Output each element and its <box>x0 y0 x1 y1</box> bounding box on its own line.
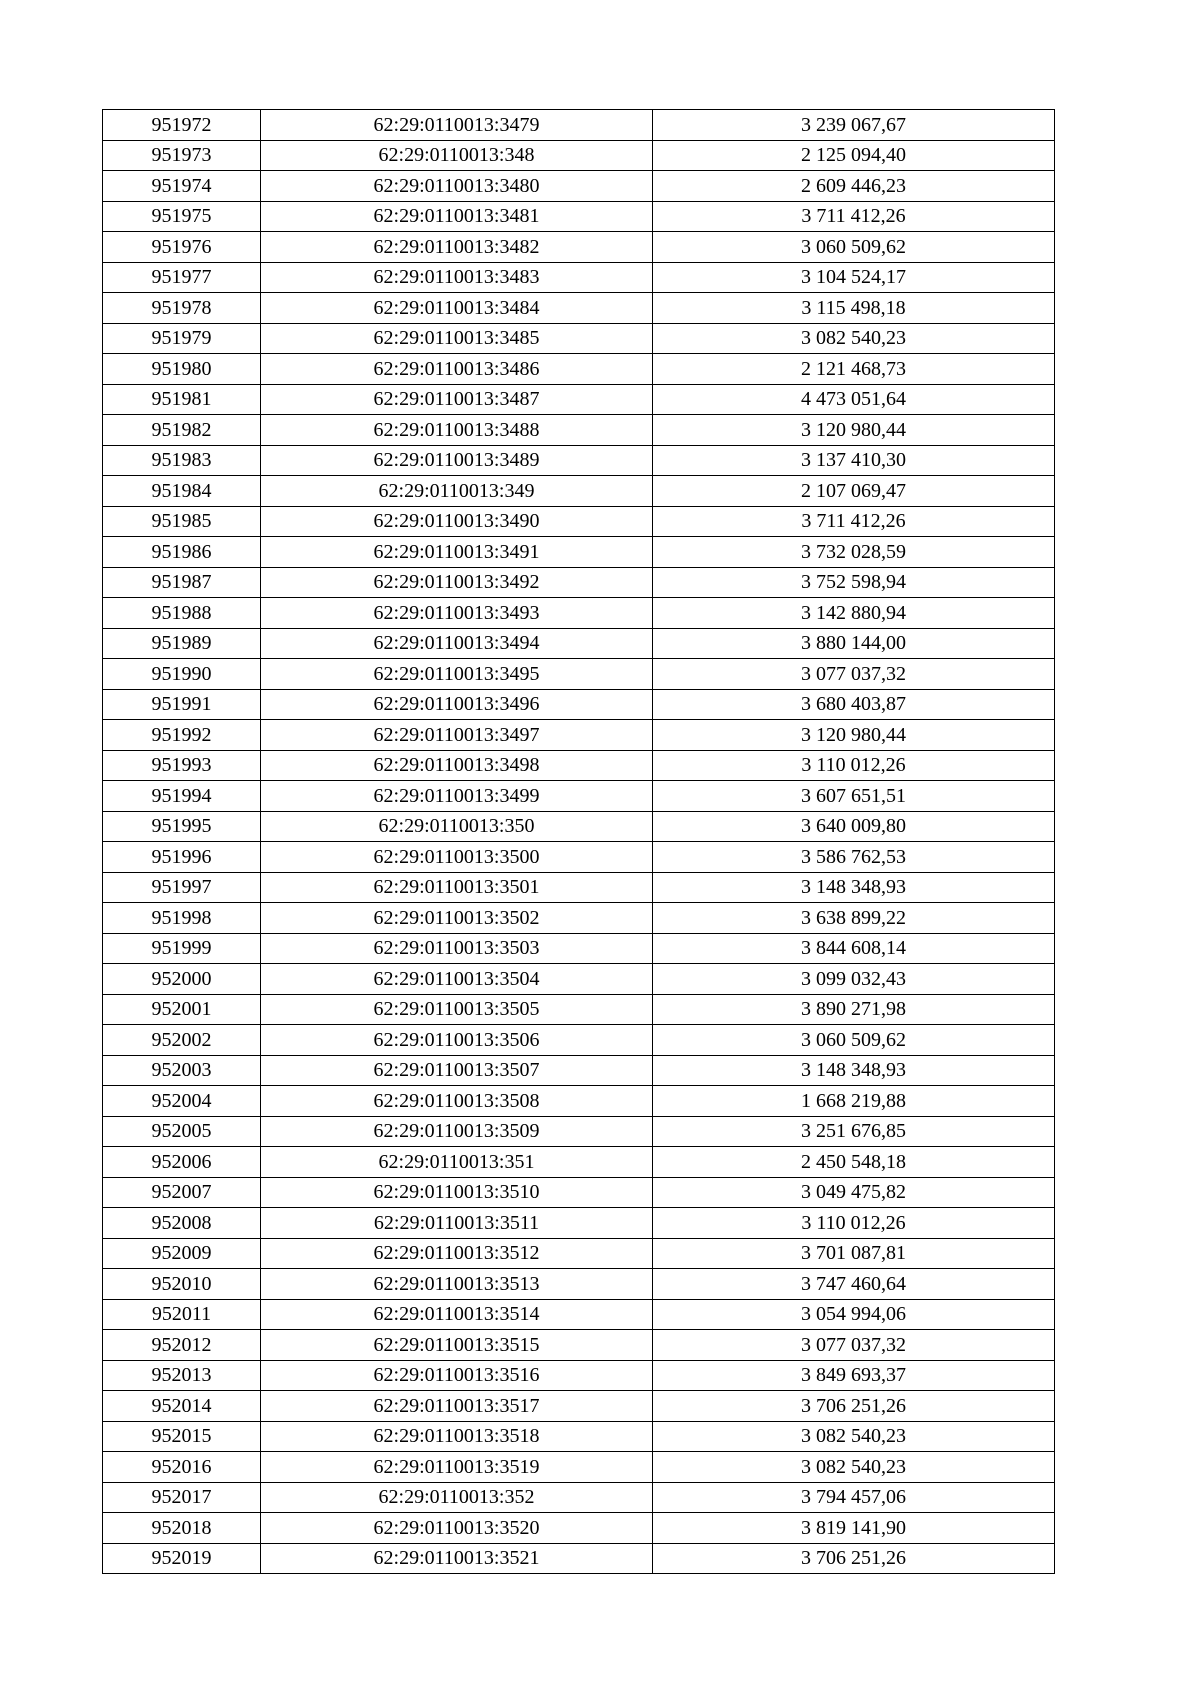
row-number-cell: 951999 <box>103 933 261 964</box>
cadastral-value-cell: 3 701 087,81 <box>653 1238 1055 1269</box>
table-row <box>103 994 1055 1025</box>
table-row <box>103 1360 1055 1391</box>
table-row <box>103 781 1055 812</box>
table-row <box>103 110 1055 141</box>
cadastral-number-cell: 62:29:0110013:3506 <box>261 1025 653 1056</box>
cadastral-number-cell: 62:29:0110013:3503 <box>261 933 653 964</box>
table-row <box>103 1116 1055 1147</box>
cadastral-value-cell: 3 110 012,26 <box>653 750 1055 781</box>
cadastral-value-cell: 3 142 880,94 <box>653 598 1055 629</box>
row-number-cell: 951996 <box>103 842 261 873</box>
cadastral-value-cell: 3 049 475,82 <box>653 1177 1055 1208</box>
row-number-cell: 951990 <box>103 659 261 690</box>
cadastral-number-cell: 62:29:0110013:3519 <box>261 1452 653 1483</box>
cadastral-number-cell: 62:29:0110013:3486 <box>261 354 653 385</box>
row-number-cell: 951982 <box>103 415 261 446</box>
row-number-cell: 951984 <box>103 476 261 507</box>
cadastral-value-cell: 2 121 468,73 <box>653 354 1055 385</box>
table-row <box>103 1391 1055 1422</box>
table-row <box>103 1177 1055 1208</box>
table-row <box>103 384 1055 415</box>
cadastral-value-cell: 3 120 980,44 <box>653 415 1055 446</box>
row-number-cell: 951978 <box>103 293 261 324</box>
row-number-cell: 952007 <box>103 1177 261 1208</box>
cadastral-value-cell: 3 082 540,23 <box>653 1421 1055 1452</box>
cadastral-value-cell: 2 450 548,18 <box>653 1147 1055 1178</box>
cadastral-value-cell: 3 880 144,00 <box>653 628 1055 659</box>
cadastral-value-table <box>102 109 1055 1574</box>
cadastral-value-cell: 3 082 540,23 <box>653 1452 1055 1483</box>
row-number-cell: 952018 <box>103 1513 261 1544</box>
row-number-cell: 951983 <box>103 445 261 476</box>
row-number-cell: 951998 <box>103 903 261 934</box>
cadastral-number-cell: 62:29:0110013:3504 <box>261 964 653 995</box>
table-body <box>103 110 1055 1574</box>
row-number-cell: 951987 <box>103 567 261 598</box>
table-row <box>103 1513 1055 1544</box>
row-number-cell: 952003 <box>103 1055 261 1086</box>
table-row <box>103 506 1055 537</box>
table-row <box>103 445 1055 476</box>
cadastral-value-cell: 3 706 251,26 <box>653 1391 1055 1422</box>
cadastral-value-cell: 3 054 994,06 <box>653 1299 1055 1330</box>
cadastral-number-cell: 62:29:0110013:3514 <box>261 1299 653 1330</box>
table-row <box>103 1299 1055 1330</box>
table-row <box>103 872 1055 903</box>
row-number-cell: 952013 <box>103 1360 261 1391</box>
cadastral-value-cell: 3 640 009,80 <box>653 811 1055 842</box>
row-number-cell: 951980 <box>103 354 261 385</box>
row-number-cell: 951988 <box>103 598 261 629</box>
cadastral-number-cell: 62:29:0110013:3484 <box>261 293 653 324</box>
cadastral-value-cell: 4 473 051,64 <box>653 384 1055 415</box>
cadastral-value-cell: 3 148 348,93 <box>653 1055 1055 1086</box>
row-number-cell: 952008 <box>103 1208 261 1239</box>
cadastral-value-cell: 2 125 094,40 <box>653 140 1055 171</box>
cadastral-value-cell: 3 732 028,59 <box>653 537 1055 568</box>
row-number-cell: 952005 <box>103 1116 261 1147</box>
cadastral-value-cell: 3 586 762,53 <box>653 842 1055 873</box>
cadastral-number-cell: 62:29:0110013:3492 <box>261 567 653 598</box>
table-row <box>103 903 1055 934</box>
cadastral-value-cell: 3 752 598,94 <box>653 567 1055 598</box>
table-row <box>103 262 1055 293</box>
row-number-cell: 952019 <box>103 1543 261 1574</box>
cadastral-number-cell: 62:29:0110013:3517 <box>261 1391 653 1422</box>
cadastral-value-cell: 3 680 403,87 <box>653 689 1055 720</box>
row-number-cell: 951981 <box>103 384 261 415</box>
cadastral-value-cell: 3 890 271,98 <box>653 994 1055 1025</box>
cadastral-number-cell: 62:29:0110013:3498 <box>261 750 653 781</box>
table-row <box>103 323 1055 354</box>
row-number-cell: 951986 <box>103 537 261 568</box>
row-number-cell: 951989 <box>103 628 261 659</box>
cadastral-number-cell: 62:29:0110013:3490 <box>261 506 653 537</box>
table-row <box>103 1025 1055 1056</box>
table-row <box>103 140 1055 171</box>
cadastral-value-cell: 3 120 980,44 <box>653 720 1055 751</box>
table-row <box>103 567 1055 598</box>
table-row <box>103 293 1055 324</box>
table-row <box>103 750 1055 781</box>
row-number-cell: 951972 <box>103 110 261 141</box>
cadastral-value-cell: 3 060 509,62 <box>653 232 1055 263</box>
cadastral-number-cell: 62:29:0110013:3489 <box>261 445 653 476</box>
row-number-cell: 951995 <box>103 811 261 842</box>
row-number-cell: 952010 <box>103 1269 261 1300</box>
cadastral-number-cell: 62:29:0110013:351 <box>261 1147 653 1178</box>
cadastral-number-cell: 62:29:0110013:3521 <box>261 1543 653 1574</box>
cadastral-number-cell: 62:29:0110013:3518 <box>261 1421 653 1452</box>
cadastral-number-cell: 62:29:0110013:352 <box>261 1482 653 1513</box>
table-row <box>103 232 1055 263</box>
cadastral-number-cell: 62:29:0110013:3496 <box>261 689 653 720</box>
cadastral-value-cell: 3 077 037,32 <box>653 1330 1055 1361</box>
cadastral-number-cell: 62:29:0110013:3499 <box>261 781 653 812</box>
row-number-cell: 951973 <box>103 140 261 171</box>
cadastral-value-cell: 3 137 410,30 <box>653 445 1055 476</box>
cadastral-number-cell: 62:29:0110013:3501 <box>261 872 653 903</box>
cadastral-value-cell: 2 107 069,47 <box>653 476 1055 507</box>
cadastral-number-cell: 62:29:0110013:3512 <box>261 1238 653 1269</box>
cadastral-value-cell: 3 607 651,51 <box>653 781 1055 812</box>
cadastral-value-cell: 3 819 141,90 <box>653 1513 1055 1544</box>
cadastral-value-cell: 3 077 037,32 <box>653 659 1055 690</box>
row-number-cell: 951991 <box>103 689 261 720</box>
cadastral-number-cell: 62:29:0110013:3505 <box>261 994 653 1025</box>
row-number-cell: 951997 <box>103 872 261 903</box>
cadastral-number-cell: 62:29:0110013:350 <box>261 811 653 842</box>
table-row <box>103 476 1055 507</box>
cadastral-number-cell: 62:29:0110013:348 <box>261 140 653 171</box>
row-number-cell: 952000 <box>103 964 261 995</box>
cadastral-value-cell: 1 668 219,88 <box>653 1086 1055 1117</box>
cadastral-number-cell: 62:29:0110013:3487 <box>261 384 653 415</box>
row-number-cell: 952009 <box>103 1238 261 1269</box>
table-row <box>103 659 1055 690</box>
cadastral-value-cell: 3 711 412,26 <box>653 201 1055 232</box>
table-row <box>103 537 1055 568</box>
cadastral-number-cell: 62:29:0110013:3500 <box>261 842 653 873</box>
cadastral-value-cell: 3 747 460,64 <box>653 1269 1055 1300</box>
cadastral-number-cell: 62:29:0110013:3509 <box>261 1116 653 1147</box>
cadastral-value-cell: 3 148 348,93 <box>653 872 1055 903</box>
table-row <box>103 201 1055 232</box>
cadastral-value-cell: 3 794 457,06 <box>653 1482 1055 1513</box>
cadastral-number-cell: 62:29:0110013:3502 <box>261 903 653 934</box>
table-row <box>103 1055 1055 1086</box>
cadastral-number-cell: 62:29:0110013:3511 <box>261 1208 653 1239</box>
row-number-cell: 952015 <box>103 1421 261 1452</box>
row-number-cell: 951994 <box>103 781 261 812</box>
table-row <box>103 1086 1055 1117</box>
cadastral-number-cell: 62:29:0110013:3491 <box>261 537 653 568</box>
table-row <box>103 598 1055 629</box>
cadastral-number-cell: 62:29:0110013:3479 <box>261 110 653 141</box>
row-number-cell: 951974 <box>103 171 261 202</box>
table-row <box>103 415 1055 446</box>
cadastral-number-cell: 62:29:0110013:3493 <box>261 598 653 629</box>
table-row <box>103 933 1055 964</box>
cadastral-value-cell: 3 104 524,17 <box>653 262 1055 293</box>
cadastral-value-cell: 3 115 498,18 <box>653 293 1055 324</box>
row-number-cell: 951979 <box>103 323 261 354</box>
table-row <box>103 1482 1055 1513</box>
cadastral-number-cell: 62:29:0110013:3488 <box>261 415 653 446</box>
table-row <box>103 354 1055 385</box>
cadastral-number-cell: 62:29:0110013:3480 <box>261 171 653 202</box>
table-row <box>103 720 1055 751</box>
table-row <box>103 171 1055 202</box>
table-row <box>103 1421 1055 1452</box>
cadastral-value-cell: 3 638 899,22 <box>653 903 1055 934</box>
cadastral-number-cell: 62:29:0110013:3508 <box>261 1086 653 1117</box>
cadastral-number-cell: 62:29:0110013:3497 <box>261 720 653 751</box>
cadastral-value-cell: 3 849 693,37 <box>653 1360 1055 1391</box>
row-number-cell: 951976 <box>103 232 261 263</box>
cadastral-number-cell: 62:29:0110013:3515 <box>261 1330 653 1361</box>
cadastral-value-cell: 3 099 032,43 <box>653 964 1055 995</box>
cadastral-value-cell: 3 251 676,85 <box>653 1116 1055 1147</box>
cadastral-number-cell: 62:29:0110013:3495 <box>261 659 653 690</box>
cadastral-number-cell: 62:29:0110013:3481 <box>261 201 653 232</box>
row-number-cell: 952011 <box>103 1299 261 1330</box>
row-number-cell: 952016 <box>103 1452 261 1483</box>
row-number-cell: 952001 <box>103 994 261 1025</box>
cadastral-value-cell: 2 609 446,23 <box>653 171 1055 202</box>
table-row <box>103 1543 1055 1574</box>
cadastral-number-cell: 62:29:0110013:3513 <box>261 1269 653 1300</box>
table-row <box>103 628 1055 659</box>
table-row <box>103 689 1055 720</box>
cadastral-value-cell: 3 844 608,14 <box>653 933 1055 964</box>
row-number-cell: 952004 <box>103 1086 261 1117</box>
row-number-cell: 952002 <box>103 1025 261 1056</box>
cadastral-number-cell: 62:29:0110013:3485 <box>261 323 653 354</box>
row-number-cell: 951993 <box>103 750 261 781</box>
table-row <box>103 842 1055 873</box>
cadastral-value-cell: 3 239 067,67 <box>653 110 1055 141</box>
table-row <box>103 1452 1055 1483</box>
row-number-cell: 951985 <box>103 506 261 537</box>
row-number-cell: 951977 <box>103 262 261 293</box>
cadastral-value-cell: 3 082 540,23 <box>653 323 1055 354</box>
cadastral-value-cell: 3 060 509,62 <box>653 1025 1055 1056</box>
row-number-cell: 952017 <box>103 1482 261 1513</box>
table-row <box>103 811 1055 842</box>
cadastral-number-cell: 62:29:0110013:349 <box>261 476 653 507</box>
table-row <box>103 1147 1055 1178</box>
table-row <box>103 1238 1055 1269</box>
table-row <box>103 964 1055 995</box>
cadastral-value-cell: 3 711 412,26 <box>653 506 1055 537</box>
table-row <box>103 1208 1055 1239</box>
row-number-cell: 951975 <box>103 201 261 232</box>
cadastral-number-cell: 62:29:0110013:3483 <box>261 262 653 293</box>
row-number-cell: 952006 <box>103 1147 261 1178</box>
cadastral-number-cell: 62:29:0110013:3516 <box>261 1360 653 1391</box>
table-row <box>103 1330 1055 1361</box>
cadastral-value-cell: 3 706 251,26 <box>653 1543 1055 1574</box>
row-number-cell: 952014 <box>103 1391 261 1422</box>
row-number-cell: 951992 <box>103 720 261 751</box>
cadastral-number-cell: 62:29:0110013:3507 <box>261 1055 653 1086</box>
cadastral-number-cell: 62:29:0110013:3520 <box>261 1513 653 1544</box>
cadastral-value-cell: 3 110 012,26 <box>653 1208 1055 1239</box>
cadastral-number-cell: 62:29:0110013:3482 <box>261 232 653 263</box>
table-row <box>103 1269 1055 1300</box>
row-number-cell: 952012 <box>103 1330 261 1361</box>
cadastral-number-cell: 62:29:0110013:3510 <box>261 1177 653 1208</box>
cadastral-number-cell: 62:29:0110013:3494 <box>261 628 653 659</box>
